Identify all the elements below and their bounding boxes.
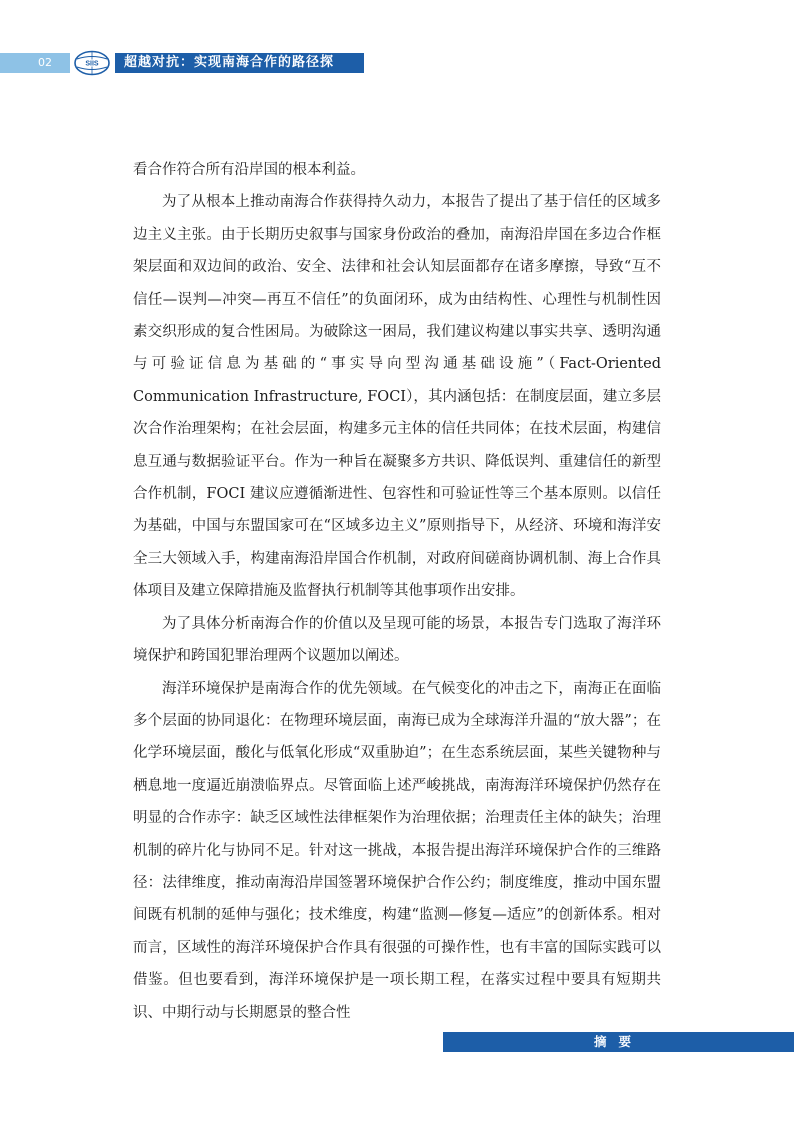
page-number: 02: [38, 56, 52, 69]
paragraph-2: 为了从根本上推动南海合作获得持久动力，本报告了提出了基于信任的区域多边主义主张。由于长期历史叙事与国家身份政治的叠加，南海沿岸国在多边合作框架层面和双边间的政治、安全、法律和社会认知层面都存在诸多摩擦，导致“互不信任—误判—冲突—再互不信任”的负面闭环，成为由结构性、心理性与机制性因素交织形成的复合性困局。为破除这一困局，我们建议构建以事实共享、透明沟通与可验证信息为基础的“事实导向型沟通基础设施”（Fact-Oriented Communication Infrastructure, FOCI），其内涵包括：在制度层面，建立多层次合作治理架构；在社会层面，构建多元主体的信任共同体；在技术层面，构建信息互通与数据验证平台。作为一种旨在凝聚多方共识、降低误判、重建信任的新型合作机制，FOCI 建议应遵循渐进性、包容性和可验证性等三个基本原则。以信任为基础，中国与东盟国家可在“区域多边主义”原则指导下，从经济、环境和海洋安全三大领域入手，构建南海沿岸国合作机制，对政府间磋商协调机制、海上合作具体项目及建立保障措施及监督执行机制等其他事项作出安排。: [133, 194, 661, 600]
paragraph-3: 为了具体分析南海合作的价值以及呈现可能的场景，本报告专门选取了海洋环境保护和跨国犯罪治理两个议题加以阐述。: [133, 615, 661, 665]
header-accent-bar: [0, 53, 70, 73]
logo-text: SIIS: [85, 60, 99, 68]
paragraph-1: 看合作符合所有沿岸国的根本利益。: [133, 162, 365, 178]
paragraph-4: 海洋环境保护是南海合作的优先领域。在气候变化的冲击之下，南海正在面临多个层面的协同退化：在物理环境层面，南海已成为全球海洋升温的“放大器”；在化学环境层面，酸化与低氧化形成“双重胁迫”；在生态系统层面，某些关键物种与栖息地一度逼近崩溃临界点。尽管面临上述严峻挑战，南海海洋环境保护仍然存在明显的合作赤字：缺乏区域性法律框架作为治理依据；治理责任主体的缺失；治理机制的碎片化与协同不足。针对这一挑战，本报告提出海洋环境保护合作的三维路径：法律维度，推动南海沿岸国签署环境保护合作公约；制度维度，推动中国东盟间既有机制的延伸与强化；技术维度，构建“监测—修复—适应”的创新体系。相对而言，区域性的海洋环境保护合作具有很强的可操作性，也有丰富的国际实践可以借鉴。但也要看到，海洋环境保护是一项长期工程，在落实过程中要具有短期共识、中期行动与长期愿景的整合性: [133, 680, 661, 1021]
running-header-title: 超越对抗：实现南海合作的路径探: [124, 55, 335, 70]
footer-section-label: 摘要: [593, 1034, 643, 1049]
body-text: [133, 154, 661, 1029]
siis-logo-icon: [73, 50, 111, 76]
